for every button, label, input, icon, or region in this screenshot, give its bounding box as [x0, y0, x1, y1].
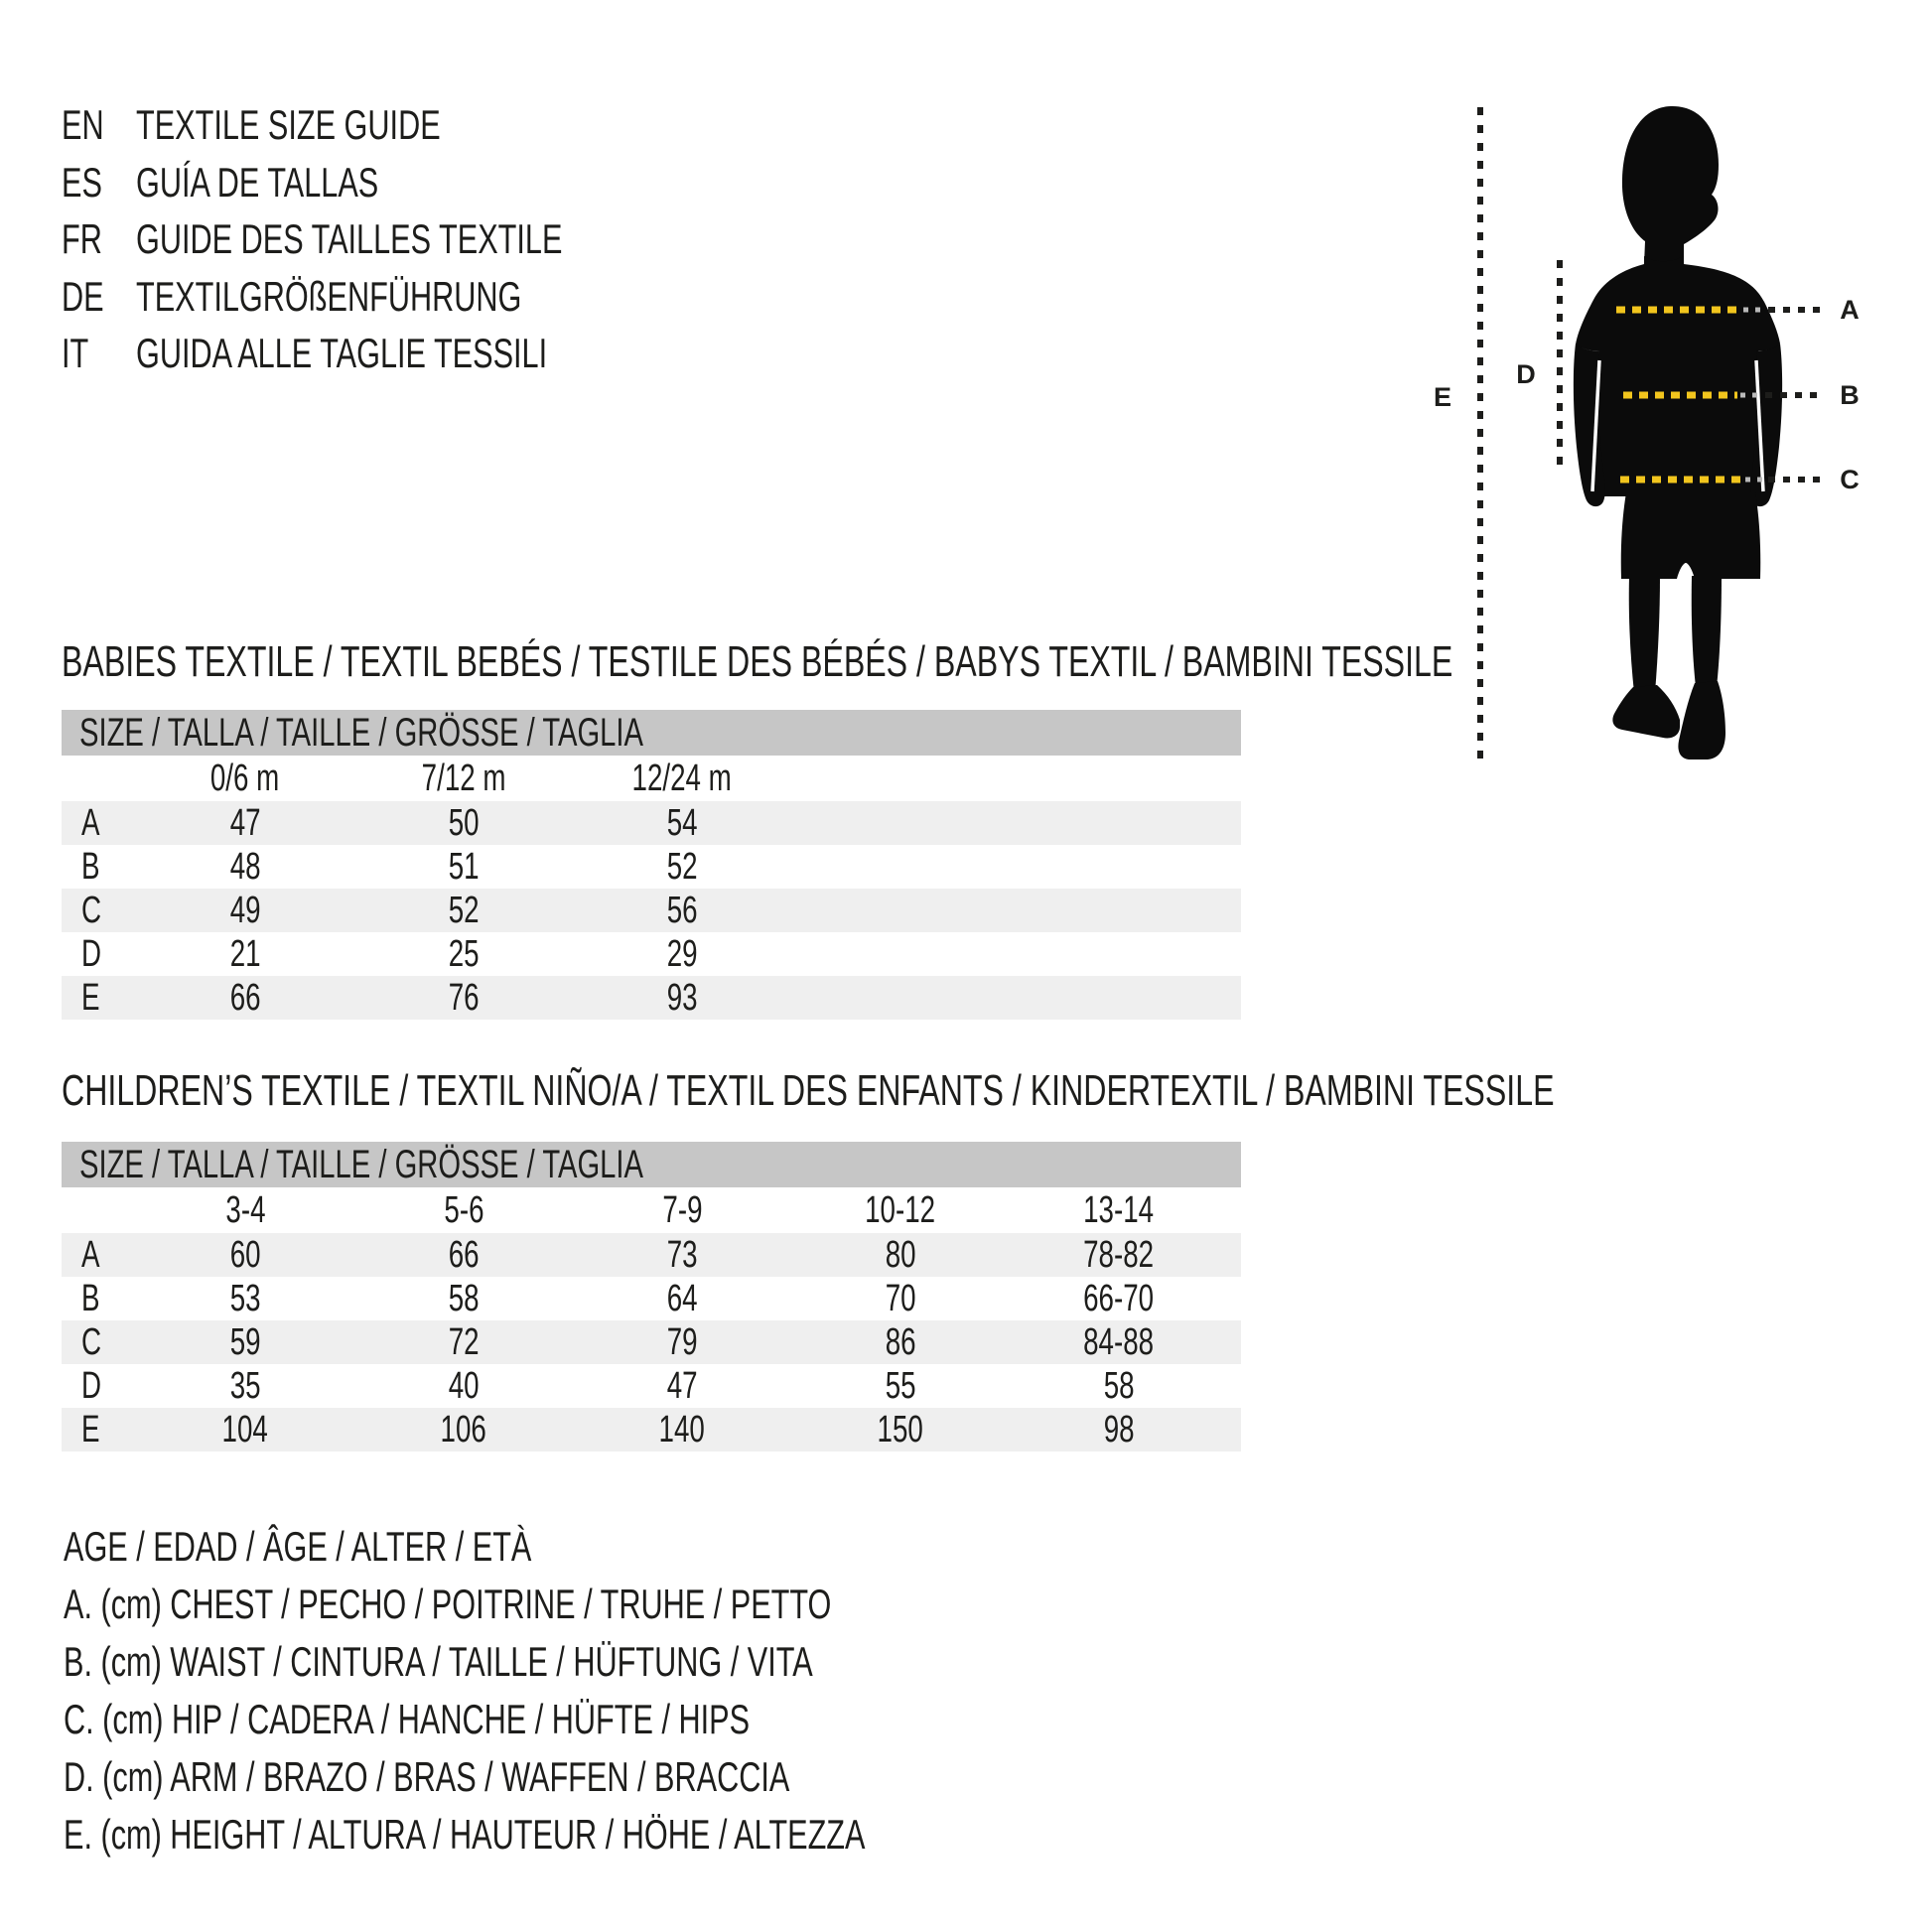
table-cell: 58 — [1103, 1364, 1135, 1407]
language-code — [62, 154, 136, 211]
babies-column-header-row — [62, 756, 1241, 801]
column-header: 0/6 m — [210, 757, 280, 799]
table-cell: 55 — [885, 1364, 916, 1407]
legend-line-age: AGE / EDAD / ÂGE / ALTER / ETÀ — [64, 1523, 532, 1570]
row-label: E — [81, 976, 100, 1019]
row-label: C — [81, 889, 102, 931]
table-cell: 47 — [229, 801, 261, 844]
guide-title — [136, 210, 720, 268]
table-cell: 56 — [666, 889, 698, 931]
table-cell: 49 — [229, 889, 261, 931]
title-row-fr — [62, 210, 720, 268]
table-row — [62, 1277, 1241, 1320]
language-code-text: DE — [62, 272, 104, 320]
table-row — [62, 1320, 1241, 1364]
table-cell: 106 — [440, 1408, 487, 1450]
guide-title — [136, 268, 664, 326]
table-cell: 66 — [448, 1233, 480, 1276]
table-row — [62, 845, 1241, 889]
table-cell: 60 — [229, 1233, 261, 1276]
table-cell: 150 — [877, 1408, 924, 1450]
language-code-text: IT — [62, 330, 89, 376]
table-cell: 78-82 — [1083, 1233, 1155, 1276]
table-cell: 66 — [229, 976, 261, 1019]
table-cell: 93 — [666, 976, 698, 1019]
column-header: 7/12 m — [421, 757, 506, 799]
column-header: 12/24 m — [631, 757, 733, 799]
figure-label-a: A — [1840, 295, 1860, 325]
guide-title-text: GUIDA ALLE TAGLIE TESSILI — [136, 330, 548, 376]
guide-title — [136, 96, 553, 154]
title-row-en — [62, 96, 720, 154]
table-cell: 140 — [658, 1408, 706, 1450]
silhouette-left-shoe — [1612, 685, 1680, 738]
table-row — [62, 1233, 1241, 1277]
size-header-text: SIZE / TALLA / TAILLE / GRÖSSE / TAGLIA — [79, 1142, 644, 1186]
row-label: D — [81, 932, 102, 975]
row-label: E — [81, 1408, 100, 1450]
language-code — [62, 210, 136, 268]
figure-label-e: E — [1433, 382, 1452, 412]
table-cell: 25 — [448, 932, 480, 975]
table-cell: 29 — [666, 932, 698, 975]
title-row-es — [62, 154, 720, 211]
guide-title-text: TEXTILGRÖßENFÜHRUNG — [136, 272, 522, 320]
language-code-text: EN — [62, 101, 104, 148]
title-row-it — [62, 325, 720, 382]
column-header: 13-14 — [1083, 1188, 1155, 1231]
language-code — [62, 325, 136, 382]
table-cell: 51 — [448, 845, 480, 888]
column-header: 7-9 — [661, 1188, 703, 1231]
table-cell: 59 — [229, 1320, 261, 1363]
silhouette-shorts — [1621, 492, 1761, 579]
title-row-de — [62, 268, 720, 326]
children-column-header-row — [62, 1187, 1241, 1233]
figure-label-c: C — [1840, 465, 1860, 494]
language-code-text: ES — [62, 158, 102, 206]
children-section-heading — [62, 1068, 1932, 1114]
silhouette-torso — [1576, 256, 1780, 496]
column-header: 5-6 — [443, 1188, 484, 1231]
table-row — [62, 1364, 1241, 1408]
guide-title-text: GUIDE DES TAILLES TEXTILE — [136, 215, 563, 262]
table-row — [62, 1408, 1241, 1451]
table-cell: 35 — [229, 1364, 261, 1407]
table-cell: 52 — [448, 889, 480, 931]
size-header-text: SIZE / TALLA / TAILLE / GRÖSSE / TAGLIA — [79, 710, 644, 755]
table-cell: 66-70 — [1083, 1277, 1155, 1319]
language-code — [62, 268, 136, 326]
silhouette-head — [1622, 106, 1719, 269]
guide-title — [136, 154, 469, 211]
children-section-heading-text: CHILDREN’S TEXTILE / TEXTIL NIÑO/A / TEXTIL DES ENFANTS / KINDERTEXTIL / BAMBINI TESSILE — [62, 1066, 1555, 1115]
table-cell: 73 — [666, 1233, 698, 1276]
table-cell: 54 — [666, 801, 698, 844]
row-label: A — [81, 1233, 100, 1276]
table-cell: 79 — [666, 1320, 698, 1363]
row-label: B — [81, 845, 100, 888]
measurement-legend — [64, 1518, 1162, 1863]
table-cell: 80 — [885, 1233, 916, 1276]
legend-line-hip: C. (cm) HIP / CADERA / HANCHE / HÜFTE / HIPS — [64, 1696, 751, 1742]
row-label: A — [81, 801, 100, 844]
table-cell: 84-88 — [1083, 1320, 1155, 1363]
table-row — [62, 976, 1241, 1020]
children-table-header-bar — [62, 1142, 1241, 1187]
table-cell: 64 — [666, 1277, 698, 1319]
table-cell: 52 — [666, 845, 698, 888]
row-label: D — [81, 1364, 102, 1407]
language-title-block — [62, 96, 720, 382]
column-header: 3-4 — [224, 1188, 266, 1231]
guide-title-text: GUÍA DE TALLAS — [136, 158, 379, 206]
row-label: C — [81, 1320, 102, 1363]
figure-label-b: B — [1840, 380, 1860, 410]
silhouette-right-shoe — [1678, 681, 1725, 759]
legend-line-height: E. (cm) HEIGHT / ALTURA / HAUTEUR / HÖHE / ALTEZZA — [64, 1811, 866, 1858]
table-cell: 70 — [885, 1277, 916, 1319]
table-cell: 98 — [1103, 1408, 1135, 1450]
guide-title-text: TEXTILE SIZE GUIDE — [136, 101, 441, 148]
column-header: 10-12 — [865, 1188, 936, 1231]
babies-section-heading-text: BABIES TEXTILE / TEXTIL BEBÉS / TESTILE DES BÉBÉS / BABYS TEXTIL / BAMBINI TESSILE — [62, 637, 1453, 686]
language-code — [62, 96, 136, 154]
guide-title — [136, 325, 699, 382]
legend-line-waist: B. (cm) WAIST / CINTURA / TAILLE / HÜFTUNG / VITA — [64, 1638, 813, 1685]
table-row — [62, 889, 1241, 932]
table-cell: 86 — [885, 1320, 916, 1363]
table-cell: 47 — [666, 1364, 698, 1407]
row-label: B — [81, 1277, 100, 1319]
table-cell: 53 — [229, 1277, 261, 1319]
table-row — [62, 932, 1241, 976]
legend-line-arm: D. (cm) ARM / BRAZO / BRAS / WAFFEN / BRACCIA — [64, 1753, 790, 1800]
table-cell: 58 — [448, 1277, 480, 1319]
table-cell: 72 — [448, 1320, 480, 1363]
table-cell: 40 — [448, 1364, 480, 1407]
babies-size-table — [62, 710, 1241, 1020]
babies-table-header-bar — [62, 710, 1241, 756]
babies-section-heading — [62, 639, 1932, 685]
table-cell: 104 — [221, 1408, 269, 1450]
table-cell: 50 — [448, 801, 480, 844]
legend-line-chest: A. (cm) CHEST / PECHO / POITRINE / TRUHE / PETTO — [64, 1581, 832, 1627]
table-row — [62, 801, 1241, 845]
table-cell: 76 — [448, 976, 480, 1019]
table-cell: 21 — [229, 932, 261, 975]
children-size-table — [62, 1142, 1241, 1451]
figure-label-d: D — [1516, 359, 1536, 389]
table-cell: 48 — [229, 845, 261, 888]
language-code-text: FR — [62, 215, 102, 262]
